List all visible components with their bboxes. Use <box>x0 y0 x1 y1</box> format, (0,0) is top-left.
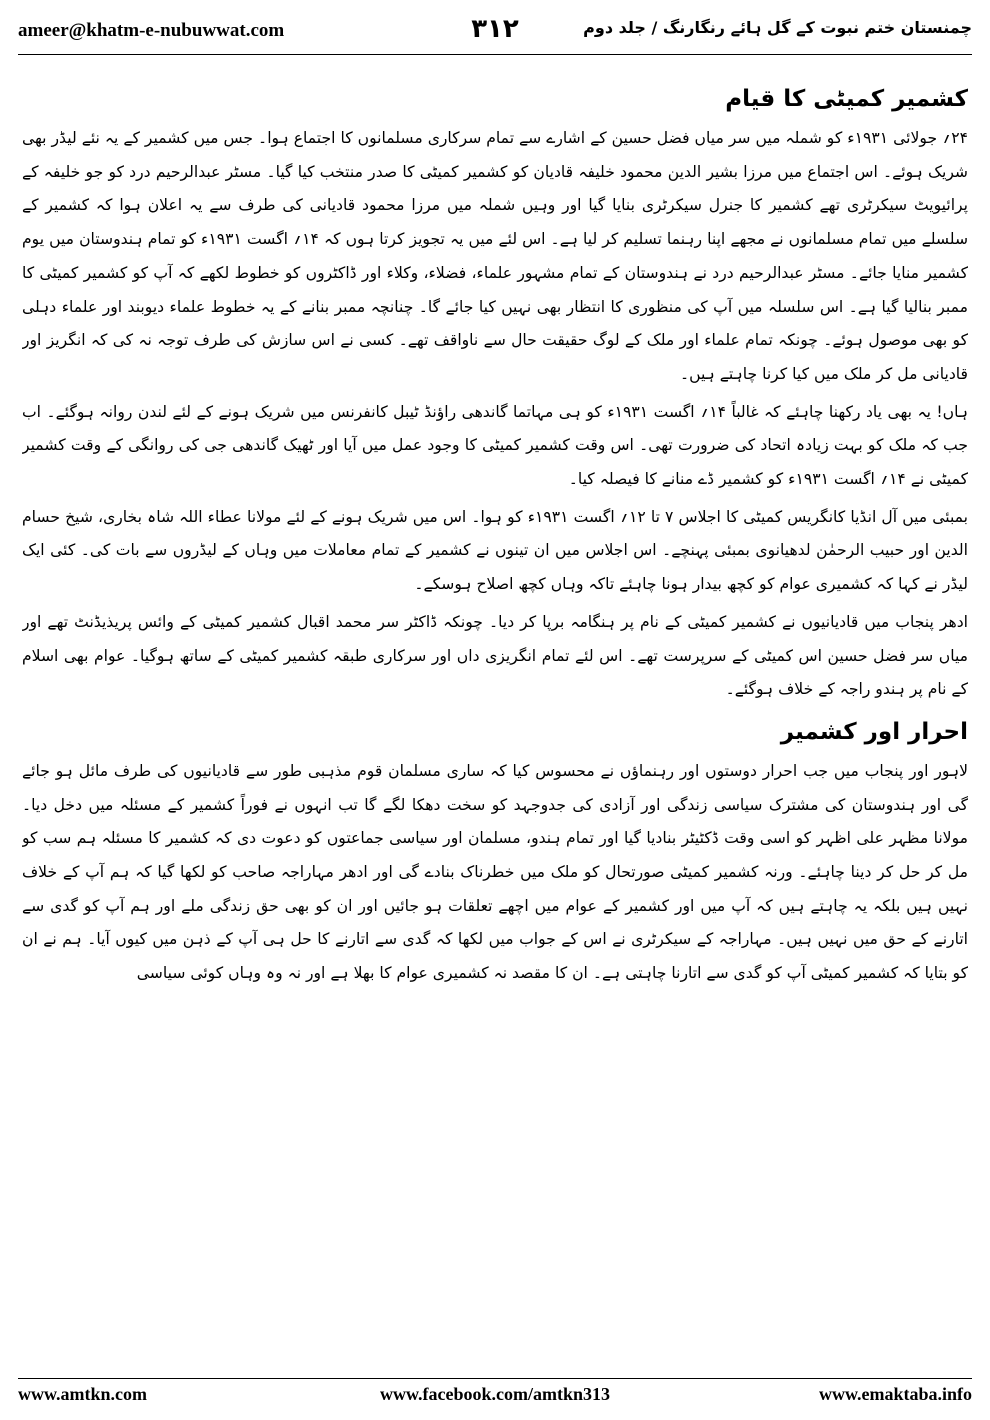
page-footer <box>18 1384 972 1410</box>
footer-link-emaktaba[interactable]: www.emaktaba.info <box>818 1384 972 1404</box>
paragraph: بمبئی میں آل انڈیا کانگریس کمیٹی کا اجلاس ۷ تا ۱۲؍ اگست ۱۹۳۱ء کو ہوا۔ اس میں شریک ہونے کے لئے مولانا عطاء اللہ شاہ بخاری، شیخ حسام الدین اور حبیب الرحمٰن لدھیانوی بمبئی پہنچے۔ اس اجلاس میں ان تینوں نے کشمیر کے تمام معاملات میں وہاں کے لیڈروں سے بات کی۔ کئی ایک لیڈر نے کہا کہ کشمیری عوام کو کچھ بیدار ہونا چاہئے تاکہ وہاں کچھ اصلاح ہوسکے۔ <box>22 507 968 594</box>
page-body <box>22 84 968 1366</box>
paragraph: ادھر پنجاب میں قادیانیوں نے کشمیر کمیٹی کے نام پر ہنگامہ برپا کر دیا۔ چونکہ ڈاکٹر سر محمد اقبال کشمیر کمیٹی کے وائس پریذیڈنٹ تھے اور میاں سر فضل حسین اس کمیٹی کے سرپرست تھے۔ اس لئے تمام انگریزی داں اور سرکاری طبقہ کشمیر کمیٹی کے ساتھ ہوگیا۔ عوام بھی اسلام کے نام پر ہندو راجہ کے خلاف ہوگئے۔ <box>22 612 968 699</box>
book-title: چمنستان ختم نبوت کے گل ہائے رنگارنگ / جلد دوم <box>583 18 972 37</box>
footer-link-facebook[interactable]: www.facebook.com/amtkn313 <box>380 1384 610 1404</box>
paragraph: ہاں! یہ بھی یاد رکھنا چاہئے کہ غالباً ۱۴؍ اگست ۱۹۳۱ء کو ہی مہاتما گاندھی راؤنڈ ٹیبل کانفرنس میں شریک ہونے کے لئے لندن روانہ ہوگئے۔ اب جب کہ ملک کو بہت زیادہ اتحاد کی ضرورت تھی۔ اس وقت کشمیر کمیٹی کا وجود عمل میں آیا اور ٹھیک گاندھی جی کی روانگی کے وقت کشمیر کمیٹی نے ۱۴؍ اگست ۱۹۳۱ء کو کشمیر ڈے منانے کا فیصلہ کیا۔ <box>22 402 968 489</box>
footer-link-amtkn[interactable]: www.amtkn.com <box>18 1384 147 1404</box>
paragraph: لاہور اور پنجاب میں جب احرار دوستوں اور رہنماؤں نے محسوس کیا کہ ساری مسلمان قوم مذہبی طور سے قادیانیوں کی طرف مائل ہو جائے گی اور ہندوستان کی مشترک سیاسی زندگی اور آزادی کی جدوجہد کو سخت دھکا لگے گا تب انہوں نے فوراً کشمیر کے مسئلہ میں دخل دیا۔ مولانا مظہر علی اظہر کو اسی وقت ڈکٹیٹر بنادیا گیا اور تمام ہندو، مسلمان اور سیاسی جماعتوں کو دعوت دی کہ کشمیر کا مسئلہ ہم سب کو مل کر حل کر دینا چاہئے۔ ورنہ کشمیر کمیٹی صورتحال کو ملک میں خطرناک بنادے گی اور ادھر مہاراجہ صاحب کو لکھا گیا کہ ہم آپ کے خلاف نہیں ہیں بلکہ یہ چاہتے ہیں کہ آپ میں اور کشمیر کے عوام میں اچھے تعلقات ہو جائیں اور ان کو بھی حق زندگی ملے اور ہم آپ کو گدی سے اتارنے کے حق میں نہیں ہیں۔ مہاراجہ کے سیکرٹری نے اس کے جواب میں لکھا کہ گدی سے اتارنے کا حل ہی آپ کے ذہن میں کیوں آیا۔ ہم نے ان کو بتایا کہ کشمیر کمیٹی آپ کو گدی سے اتارنا چاہتی ہے۔ ان کا مقصد نہ کشمیری عوام کا بھلا ہے اور نہ وہ وہاں کوئی سیاسی <box>22 761 968 983</box>
paragraph: ۲۴؍ جولائی ۱۹۳۱ء کو شملہ میں سر میاں فضل حسین کے اشارے سے تمام سرکاری مسلمانوں کا اجتماع ہوا۔ جس میں کشمیر کے یہ نئے لیڈر بھی شریک ہوئے۔ اس اجتماع میں مرزا بشیر الدین محمود خلیفہ قادیان کو کشمیر کمیٹی کا صدر منتخب کیا گیا۔ مسٹر عبدالرحیم درد کو جو خلیفہ کے پرائیویٹ سیکرٹری تھے کشمیر کا جنرل سیکرٹری بنایا گیا اور وہیں شملہ میں مرزا محمود قادیانی کی طرف سے یہ اعلان ہوا کہ کشمیر کے سلسلے میں تمام مسلمانوں نے مجھے اپنا رہنما تسلیم کر لیا ہے۔ اس لئے میں یہ تجویز کرتا ہوں کہ ۱۴؍ اگست ۱۹۳۱ء کو تمام ہندوستان میں یوم کشمیر منایا جائے۔ مسٹر عبدالرحیم درد نے ہندوستان کے تمام مشہور علماء، فضلاء، وکلاء اور ڈاکٹروں کو خطوط لکھے کہ آپ کو کشمیر کمیٹی کا ممبر بنالیا گیا ہے۔ اس سلسلہ میں آپ کی منظوری کا انتظار بھی نہیں کیا جائے گا۔ چنانچہ ممبر بنانے کے یہ خطوط علماء دیوبند اور علماء دہلی کو بھی موصول ہوئے۔ چونکہ تمام علماء اور ملک کے لوگ حقیقت حال سے ناواقف تھے۔ کسی نے اس سازش کی طرف توجہ نہ کی کہ انگریز اور قادیانی مل کر ملک میں کیا کرنا چاہتے ہیں۔ <box>22 129 968 383</box>
header-divider <box>18 54 972 55</box>
section-heading-ahrar-kashmir: احرار اور کشمیر <box>780 718 968 745</box>
header-email-link[interactable]: ameer@khatm-e-nubuwwat.com <box>18 20 285 41</box>
page-header <box>18 14 972 54</box>
footer-divider <box>18 1378 972 1379</box>
section-heading-kashmir-committee: کشمیر کمیٹی کا قیام <box>725 86 968 112</box>
page-number: ۳۱۲ <box>471 14 519 44</box>
